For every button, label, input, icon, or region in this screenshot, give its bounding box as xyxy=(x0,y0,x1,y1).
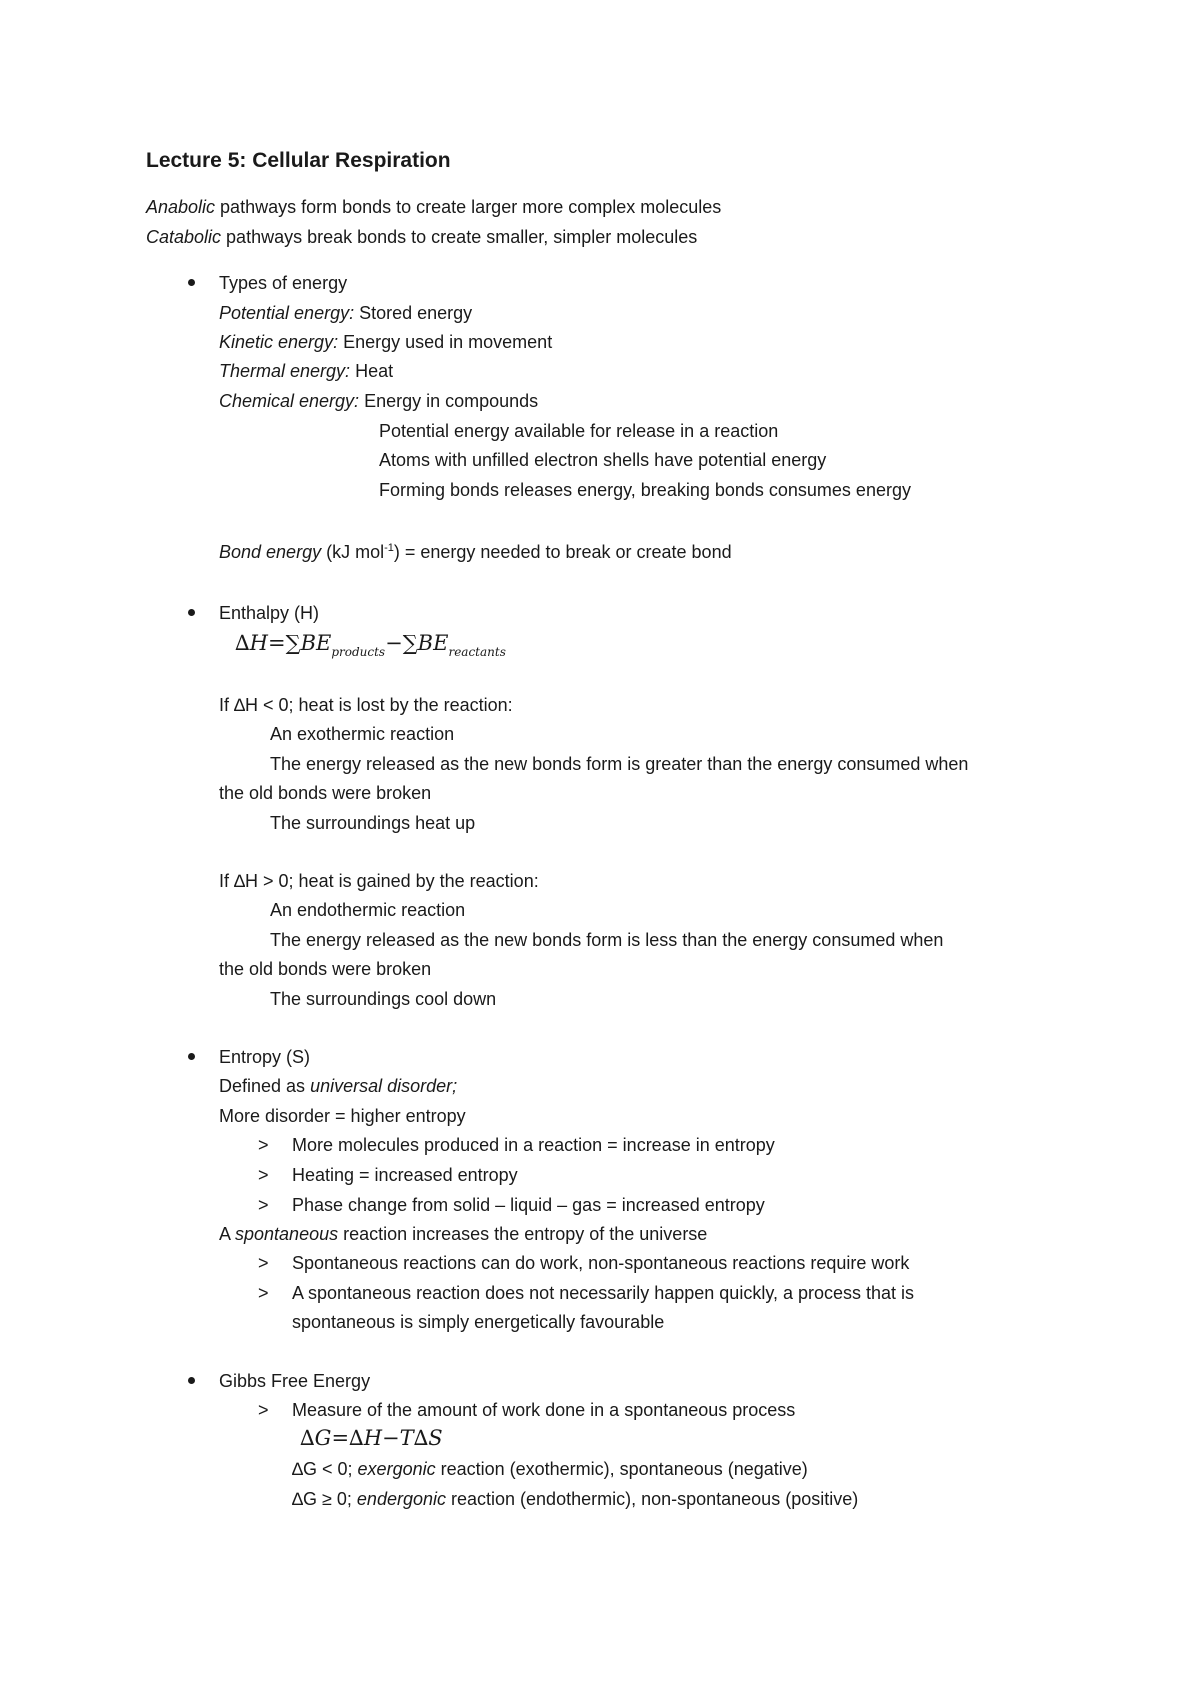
bullet-icon xyxy=(188,609,195,616)
arrow-bullet-icon: > xyxy=(258,1283,269,1303)
spontaneous-point: A spontaneous reaction does not necessarily happen quickly, a process that is xyxy=(292,1283,915,1303)
arrow-bullet-icon: > xyxy=(258,1195,269,1215)
energy-item-thermal: Thermal energy: Heat xyxy=(219,361,394,381)
arrow-bullet-icon: > xyxy=(258,1400,269,1420)
enthalpy-negative-condition: If ∆H < 0; heat is lost by the reaction: xyxy=(219,695,513,715)
bullet-icon xyxy=(188,1377,195,1384)
spontaneous-point: Spontaneous reactions can do work, non-spontaneous reactions require work xyxy=(292,1253,910,1273)
enthalpy-positive-line: An endothermic reaction xyxy=(270,900,466,920)
entropy-point: Phase change from solid – liquid – gas = increased entropy xyxy=(292,1195,765,1215)
arrow-bullet-icon: > xyxy=(258,1165,269,1185)
enthalpy-positive-line: The energy released as the new bonds form is less than the energy consumed when xyxy=(270,930,944,950)
gibbs-negative-line: ∆G < 0; exergonic reaction (exothermic), spontaneous (negative) xyxy=(292,1459,808,1479)
spontaneous-line: A spontaneous reaction increases the entropy of the universe xyxy=(219,1224,708,1244)
spontaneous-point: spontaneous is simply energetically favourable xyxy=(292,1312,665,1332)
arrow-bullet-icon: > xyxy=(258,1253,269,1273)
enthalpy-negative-line: An exothermic reaction xyxy=(270,724,455,744)
enthalpy-negative-line: The energy released as the new bonds form is greater than the energy consumed when xyxy=(270,754,969,774)
bullet-icon xyxy=(188,1053,195,1060)
entropy-more-line: More disorder = higher entropy xyxy=(219,1106,466,1126)
chem-sub-line: Forming bonds releases energy, breaking bonds consumes energy xyxy=(379,480,911,500)
arrow-bullet-icon: > xyxy=(258,1135,269,1155)
bullet-icon xyxy=(188,279,195,286)
entropy-point: More molecules produced in a reaction = increase in entropy xyxy=(292,1135,775,1155)
energy-item-chemical: Chemical energy: Energy in compounds xyxy=(219,391,539,411)
intro-line-anabolic: Anabolic pathways form bonds to create larger more complex molecules xyxy=(146,197,722,217)
enthalpy-negative-line: The surroundings heat up xyxy=(270,813,476,833)
energy-heading: Types of energy xyxy=(219,273,348,293)
intro-line-catabolic: Catabolic pathways break bonds to create smaller, simpler molecules xyxy=(146,227,698,247)
gibbs-formula: ∆G=∆H−T∆S xyxy=(300,1426,443,1450)
entropy-heading: Entropy (S) xyxy=(219,1047,311,1067)
chem-sub-line: Potential energy available for release in a reaction xyxy=(379,421,779,441)
enthalpy-heading: Enthalpy (H) xyxy=(219,603,320,623)
energy-item-potential: Potential energy: Stored energy xyxy=(219,303,473,323)
enthalpy-positive-line: the old bonds were broken xyxy=(219,959,432,979)
enthalpy-positive-line: The surroundings cool down xyxy=(270,989,497,1009)
enthalpy-formula: $\Delta H=\sum BE_{products}-\sum BE_{reactants}$ xyxy=(235,631,506,659)
gibbs-positive-line: ∆G ≥ 0; endergonic reaction (endothermic), non-spontaneous (positive) xyxy=(292,1489,859,1509)
enthalpy-negative-line: the old bonds were broken xyxy=(219,783,432,803)
chem-sub-line: Atoms with unfilled electron shells have potential energy xyxy=(379,450,827,470)
entropy-point: Heating = increased entropy xyxy=(292,1165,518,1185)
page-title: Lecture 5: Cellular Respiration xyxy=(146,149,451,172)
gibbs-point: Measure of the amount of work done in a spontaneous process xyxy=(292,1400,796,1420)
gibbs-heading: Gibbs Free Energy xyxy=(219,1371,371,1391)
enthalpy-positive-condition: If ∆H > 0; heat is gained by the reaction: xyxy=(219,871,539,891)
energy-item-kinetic: Kinetic energy: Energy used in movement xyxy=(219,332,553,352)
entropy-definition: Defined as universal disorder; xyxy=(219,1076,458,1096)
bond-energy-line: Bond energy (kJ mol$^{-1}$) = energy needed to break or create bond xyxy=(219,542,732,562)
